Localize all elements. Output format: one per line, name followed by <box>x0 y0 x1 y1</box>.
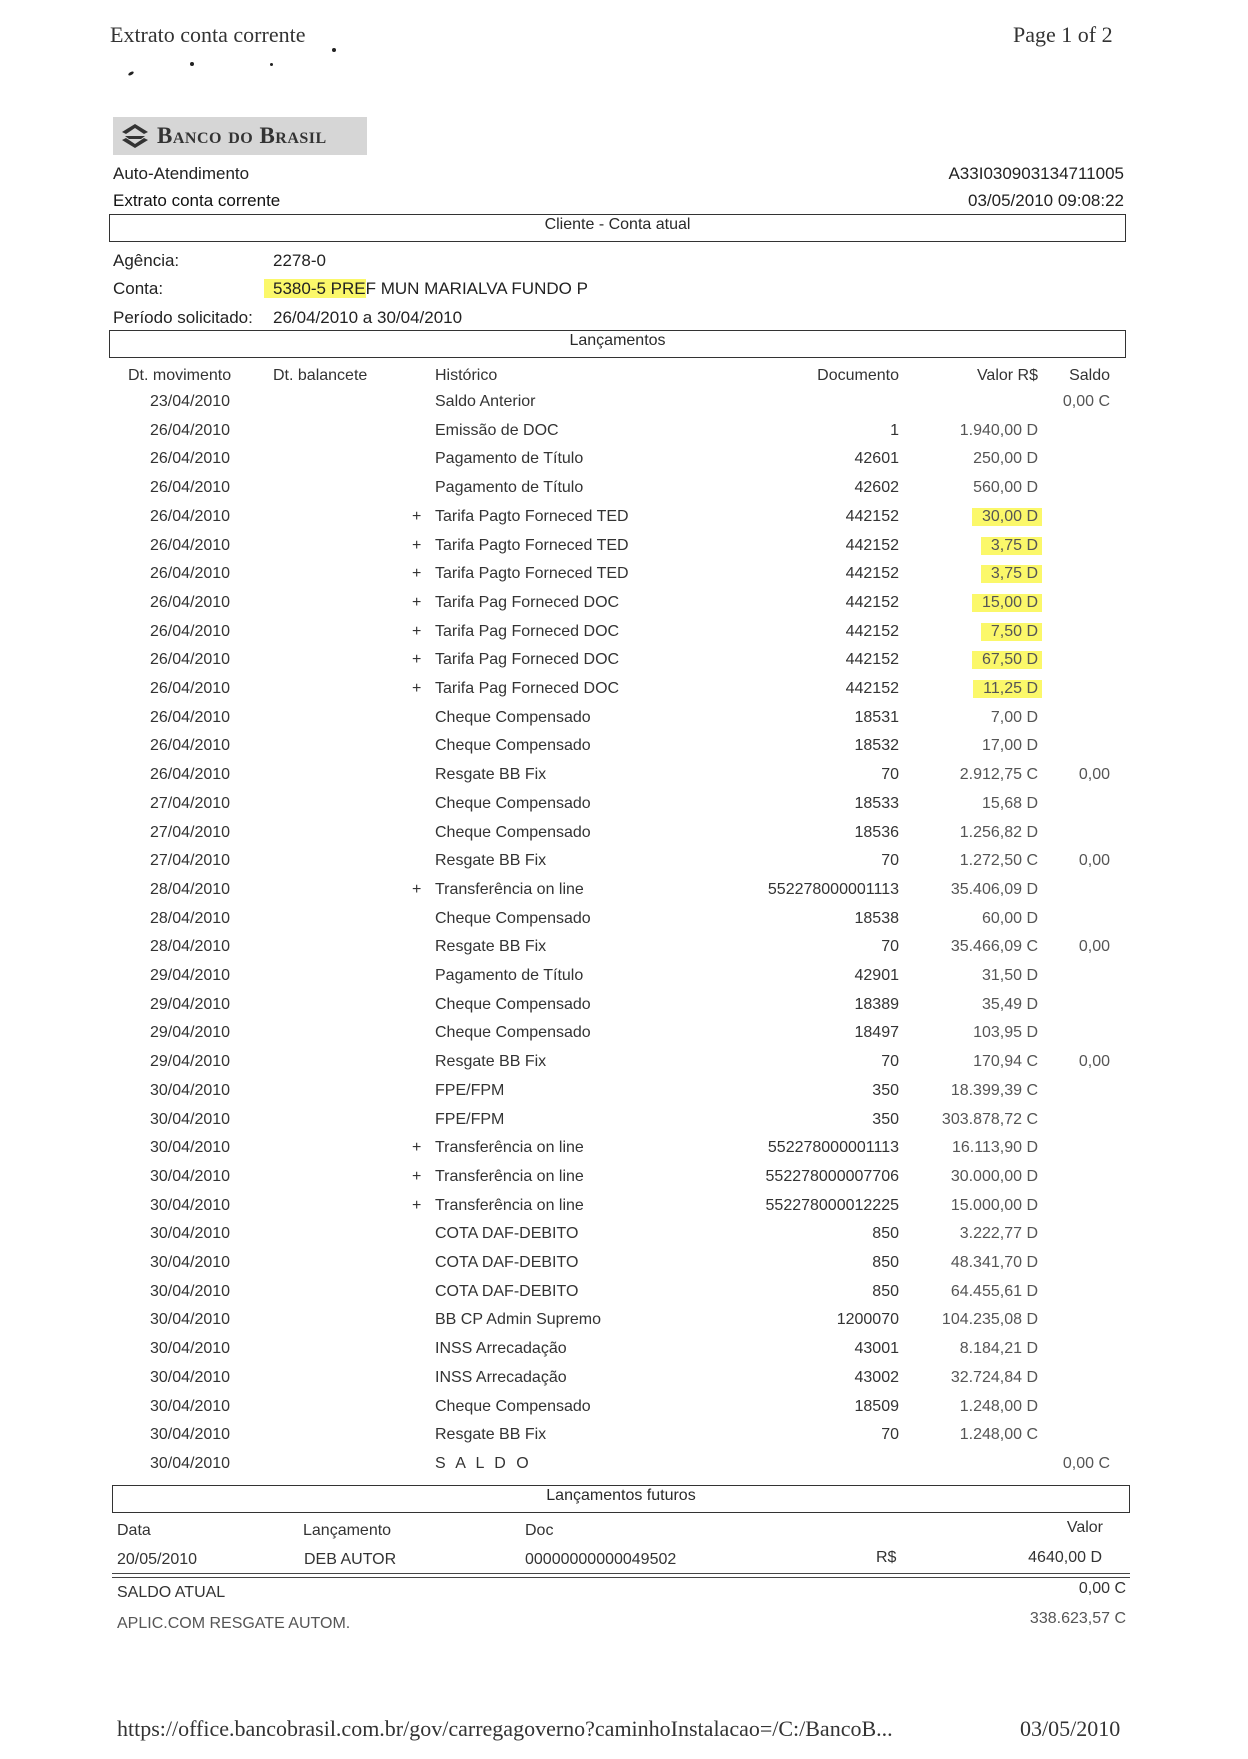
cell-historico: Tarifa Pag Forneced DOC <box>435 680 620 697</box>
cell-sign: + <box>412 622 422 640</box>
cell-documento: 552278000012225 <box>765 1196 899 1214</box>
cell-historico: FPE/FPM <box>435 1110 505 1128</box>
table-row <box>0 680 1248 709</box>
cell-documento: 18497 <box>854 1024 899 1042</box>
col-lancamento: Lançamento <box>303 1522 392 1539</box>
cell-historico: Tarifa Pag Forneced DOC <box>435 651 620 669</box>
cell-documento: 18531 <box>854 708 899 726</box>
col-documento: Documento <box>817 367 899 384</box>
cell-valor: 35,49 D <box>981 995 1038 1013</box>
cell-valor: 16.113,90 D <box>952 1139 1038 1157</box>
cell-dt-movimento: 29/04/2010 <box>150 995 231 1013</box>
cell-historico: Pagamento de Título <box>435 967 584 984</box>
cell-sign: + <box>412 507 422 525</box>
cell-valor: 3,75 D <box>981 537 1042 555</box>
table-row <box>0 651 1248 680</box>
cell-saldo: 0,00 <box>1078 852 1110 870</box>
cell-dt-movimento: 26/04/2010 <box>150 622 231 640</box>
cell-dt-movimento: 26/04/2010 <box>150 565 231 583</box>
cell-historico: Tarifa Pag Forneced DOC <box>435 593 620 611</box>
cell-dt-movimento: 27/04/2010 <box>150 852 231 870</box>
futuro-currency: R$ <box>876 1549 897 1566</box>
cell-valor: 1.940,00 D <box>959 421 1038 439</box>
print-header-title: Extrato conta corrente <box>110 22 306 47</box>
cell-valor: 64.455,61 D <box>950 1282 1038 1300</box>
cell-valor: 3.222,77 D <box>959 1225 1038 1243</box>
cell-historico: Tarifa Pag Forneced DOC <box>435 622 620 640</box>
cell-valor: 18.399,39 C <box>950 1081 1038 1099</box>
table-row <box>0 1197 1248 1226</box>
col-saldo: Saldo <box>1069 367 1110 384</box>
cell-valor: 35.466,09 C <box>950 938 1038 956</box>
cell-documento: 43001 <box>854 1340 899 1358</box>
cell-documento: 70 <box>881 938 899 956</box>
table-row <box>0 479 1248 508</box>
cell-sign: + <box>412 651 422 669</box>
col-data: Data <box>117 1522 151 1539</box>
cell-historico: Transferência on line <box>435 1139 584 1157</box>
bank-name: Banco do Brasil <box>157 123 327 148</box>
cell-historico: Resgate BB Fix <box>435 1053 547 1071</box>
table-row <box>0 1340 1248 1369</box>
conta-value <box>264 279 588 299</box>
cell-dt-movimento: 26/04/2010 <box>150 680 231 697</box>
saldo-atual-value: 0,00 C <box>1078 1580 1126 1597</box>
cell-historico: INSS Arrecadação <box>435 1368 567 1386</box>
cell-sign: + <box>412 565 422 583</box>
cell-historico: Cheque Compensado <box>435 737 591 755</box>
cell-dt-movimento: 30/04/2010 <box>150 1454 231 1472</box>
cell-valor: 1.248,00 D <box>959 1397 1038 1415</box>
cell-dt-movimento: 26/04/2010 <box>150 766 231 784</box>
cell-dt-movimento: 26/04/2010 <box>150 450 231 468</box>
cell-valor: 30.000,00 D <box>950 1167 1038 1185</box>
cell-historico: BB CP Admin Supremo <box>435 1311 602 1329</box>
table-row <box>0 709 1248 738</box>
table-row <box>0 508 1248 537</box>
cell-valor: 104.235,08 D <box>941 1311 1038 1329</box>
cell-dt-movimento: 28/04/2010 <box>150 938 231 956</box>
cell-historico: Cheque Compensado <box>435 909 591 927</box>
table-row <box>0 795 1248 824</box>
cell-valor: 30,00 D <box>972 508 1042 526</box>
table-row <box>0 1455 1248 1484</box>
table-row <box>0 393 1248 422</box>
cell-dt-movimento: 30/04/2010 <box>150 1225 231 1243</box>
cell-historico: Tarifa Pagto Forneced TED <box>435 507 629 525</box>
cell-documento: 1 <box>890 421 899 439</box>
cell-valor: 1.272,50 C <box>959 852 1038 870</box>
table-row <box>0 967 1248 996</box>
col-valor-futuro: Valor <box>1066 1519 1103 1536</box>
table-row <box>0 737 1248 766</box>
cell-dt-movimento: 30/04/2010 <box>150 1426 231 1444</box>
cell-historico: Resgate BB Fix <box>435 938 547 956</box>
cell-documento: 552278000001113 <box>767 880 899 898</box>
table-row <box>0 1369 1248 1398</box>
cell-documento: 350 <box>872 1081 899 1099</box>
cell-documento: 70 <box>881 852 899 870</box>
cell-dt-movimento: 27/04/2010 <box>150 823 231 841</box>
col-doc: Doc <box>525 1522 554 1539</box>
service-name: Auto-Atendimento <box>113 164 250 183</box>
cell-documento: 18536 <box>854 823 899 841</box>
table-row <box>0 1111 1248 1140</box>
cell-sign: + <box>412 1167 422 1185</box>
cell-documento: 442152 <box>845 651 899 669</box>
cell-dt-movimento: 28/04/2010 <box>150 909 231 927</box>
table-row <box>0 766 1248 795</box>
lancamentos-section-header <box>109 330 1126 358</box>
cell-dt-movimento: 30/04/2010 <box>150 1311 231 1329</box>
cell-valor: 60,00 D <box>981 909 1038 927</box>
cell-documento: 552278000001113 <box>767 1139 899 1157</box>
cell-dt-movimento: 30/04/2010 <box>150 1139 231 1157</box>
cell-documento: 1200070 <box>836 1311 899 1329</box>
banco-do-brasil-logo-icon <box>121 123 149 149</box>
table-row <box>0 1311 1248 1340</box>
cell-valor: 17,00 D <box>981 737 1038 755</box>
table-row <box>0 422 1248 451</box>
cell-dt-movimento: 26/04/2010 <box>150 708 231 726</box>
client-section-title: Cliente - Conta atual <box>544 216 691 233</box>
table-row <box>0 565 1248 594</box>
col-historico: Histórico <box>435 367 498 384</box>
cell-documento: 70 <box>881 1053 899 1071</box>
conta-number-highlight: 5380-5 PRE <box>264 279 366 298</box>
client-section-header <box>109 214 1126 242</box>
document-code: A33I030903134711005 <box>948 164 1124 183</box>
cell-valor: 67,50 D <box>972 651 1042 669</box>
table-row <box>0 1139 1248 1168</box>
cell-documento: 552278000007706 <box>765 1167 899 1185</box>
saldo-atual-label: SALDO ATUAL <box>117 1584 226 1601</box>
cell-valor: 15,00 D <box>972 594 1042 612</box>
cell-valor: 7,00 D <box>990 708 1038 726</box>
cell-dt-movimento: 29/04/2010 <box>150 1053 231 1071</box>
document-timestamp: 03/05/2010 09:08:22 <box>968 191 1124 210</box>
cell-documento: 850 <box>872 1282 899 1300</box>
table-row <box>0 450 1248 479</box>
cell-historico: Resgate BB Fix <box>435 852 547 870</box>
cell-valor: 7,50 D <box>981 623 1042 641</box>
periodo-label: Período solicitado: <box>113 308 253 327</box>
cell-valor: 170,94 C <box>973 1053 1038 1071</box>
document-title: Extrato conta corrente <box>113 191 281 210</box>
cell-dt-movimento: 30/04/2010 <box>150 1282 231 1300</box>
print-footer-date: 03/05/2010 <box>1020 1716 1121 1741</box>
cell-historico: Emissão de DOC <box>435 421 559 439</box>
table-row <box>0 996 1248 1025</box>
cell-dt-movimento: 30/04/2010 <box>150 1254 231 1271</box>
cell-documento: 442152 <box>845 622 899 640</box>
futuros-section-title: Lançamentos futuros <box>546 1487 696 1504</box>
cell-saldo: 0,00 C <box>1062 1454 1110 1472</box>
cell-dt-movimento: 26/04/2010 <box>150 651 231 669</box>
cell-historico: Transferência on line <box>435 1196 584 1214</box>
agencia-label: Agência: <box>113 251 180 270</box>
cell-historico: Cheque Compensado <box>435 1397 591 1415</box>
cell-dt-movimento: 27/04/2010 <box>150 794 231 812</box>
cell-historico: Cheque Compensado <box>435 708 591 726</box>
cell-documento: 442152 <box>845 593 899 611</box>
table-row <box>0 1398 1248 1427</box>
futuro-valor: 4640,00 D <box>1028 1549 1102 1566</box>
table-row <box>0 1254 1248 1283</box>
cell-historico: Pagamento de Título <box>435 450 584 468</box>
aplic-value: 338.623,57 C <box>1029 1610 1126 1627</box>
cell-documento: 18532 <box>854 737 899 755</box>
cell-documento: 42601 <box>854 450 899 468</box>
cell-historico: FPE/FPM <box>435 1081 505 1099</box>
cell-valor: 48.341,70 D <box>950 1254 1038 1271</box>
cell-sign: + <box>412 1139 422 1157</box>
cell-valor: 3,75 D <box>981 565 1042 583</box>
cell-historico: Tarifa Pagto Forneced TED <box>435 565 629 583</box>
cell-saldo: 0,00 C <box>1062 393 1110 410</box>
cell-documento: 442152 <box>845 680 899 697</box>
summary-divider <box>112 1573 1130 1574</box>
futuro-data: 20/05/2010 <box>117 1551 198 1568</box>
futuro-lancamento: DEB AUTOR <box>304 1551 397 1568</box>
lancamentos-section-title: Lançamentos <box>569 332 666 349</box>
table-row <box>0 910 1248 939</box>
table-row <box>0 537 1248 566</box>
cell-documento: 350 <box>872 1110 899 1128</box>
cell-valor: 35.406,09 D <box>950 880 1038 898</box>
periodo-value: 26/04/2010 a 30/04/2010 <box>273 308 463 327</box>
cell-dt-movimento: 26/04/2010 <box>150 479 231 497</box>
cell-valor: 32.724,84 D <box>950 1368 1038 1386</box>
agencia-value: 2278-0 <box>273 251 326 270</box>
cell-dt-movimento: 29/04/2010 <box>150 1024 231 1042</box>
cell-valor: 2.912,75 C <box>959 766 1038 784</box>
cell-dt-movimento: 30/04/2010 <box>150 1368 231 1386</box>
cell-dt-movimento: 28/04/2010 <box>150 880 231 898</box>
cell-saldo: 0,00 <box>1078 1053 1110 1071</box>
futuros-section-header <box>112 1485 1130 1513</box>
cell-historico: Cheque Compensado <box>435 1024 591 1042</box>
cell-documento: 70 <box>881 766 899 784</box>
cell-dt-movimento: 26/04/2010 <box>150 536 231 554</box>
cell-documento: 850 <box>872 1225 899 1243</box>
cell-historico: Cheque Compensado <box>435 995 591 1013</box>
cell-documento: 42602 <box>854 479 899 497</box>
table-row <box>0 881 1248 910</box>
col-valor: Valor R$ <box>976 367 1038 384</box>
cell-historico: Saldo Anterior <box>435 393 536 410</box>
cell-dt-movimento: 30/04/2010 <box>150 1081 231 1099</box>
cell-valor: 303.878,72 C <box>941 1110 1038 1128</box>
cell-sign: + <box>412 593 422 611</box>
cell-sign: + <box>412 1196 422 1214</box>
cell-valor: 250,00 D <box>973 450 1038 468</box>
cell-valor: 31,50 D <box>981 967 1038 984</box>
cell-dt-movimento: 26/04/2010 <box>150 737 231 755</box>
cell-valor: 1.256,82 D <box>959 823 1038 841</box>
cell-historico: Tarifa Pagto Forneced TED <box>435 536 629 554</box>
conta-name: F MUN MARIALVA FUNDO P <box>365 279 588 298</box>
cell-historico: INSS Arrecadação <box>435 1340 567 1358</box>
table-row <box>0 1053 1248 1082</box>
cell-historico: Resgate BB Fix <box>435 766 547 784</box>
cell-historico: Transferência on line <box>435 880 584 898</box>
col-dt-movimento: Dt. movimento <box>128 367 232 384</box>
cell-valor: 560,00 D <box>973 479 1038 497</box>
cell-documento: 18389 <box>854 995 899 1013</box>
cell-dt-movimento: 30/04/2010 <box>150 1167 231 1185</box>
table-row <box>0 852 1248 881</box>
cell-sign: + <box>412 536 422 554</box>
cell-historico: Pagamento de Título <box>435 479 584 497</box>
cell-dt-movimento: 26/04/2010 <box>150 593 231 611</box>
col-dt-balancete: Dt. balancete <box>273 367 368 384</box>
table-row <box>0 623 1248 652</box>
table-row <box>0 1168 1248 1197</box>
print-footer-url: https://office.bancobrasil.com.br/gov/carregagoverno?caminhoInstalacao=/C:/BancoB... <box>117 1716 893 1741</box>
cell-dt-movimento: 30/04/2010 <box>150 1397 231 1415</box>
table-row <box>0 1426 1248 1455</box>
cell-historico: COTA DAF-DEBITO <box>435 1254 579 1271</box>
cell-documento: 442152 <box>845 536 899 554</box>
cell-documento: 18509 <box>854 1397 899 1415</box>
cell-historico: Cheque Compensado <box>435 794 591 812</box>
table-row <box>0 1283 1248 1312</box>
bank-logo <box>113 117 367 155</box>
cell-valor: 11,25 D <box>973 680 1042 698</box>
scan-speck <box>332 48 336 52</box>
cell-documento: 442152 <box>845 507 899 525</box>
cell-valor: 1.248,00 C <box>959 1426 1038 1444</box>
cell-historico: Resgate BB Fix <box>435 1426 547 1444</box>
cell-sign: + <box>412 880 422 898</box>
scan-speck <box>190 62 194 66</box>
conta-label: Conta: <box>113 279 164 298</box>
table-row <box>0 594 1248 623</box>
cell-dt-movimento: 30/04/2010 <box>150 1110 231 1128</box>
cell-historico: S A L D O <box>435 1454 532 1472</box>
cell-saldo: 0,00 <box>1078 938 1110 956</box>
cell-documento: 42901 <box>854 967 899 984</box>
cell-documento: 70 <box>881 1426 899 1444</box>
aplic-label: APLIC.COM RESGATE AUTOM. <box>117 1615 351 1632</box>
cell-valor: 8.184,21 D <box>959 1340 1038 1358</box>
table-row <box>0 824 1248 853</box>
cell-documento: 43002 <box>854 1368 899 1386</box>
cell-dt-movimento: 26/04/2010 <box>150 421 231 439</box>
cell-valor: 15,68 D <box>981 794 1038 812</box>
scan-speck <box>128 71 135 77</box>
cell-historico: Cheque Compensado <box>435 823 591 841</box>
cell-documento: 442152 <box>845 565 899 583</box>
table-row <box>0 1024 1248 1053</box>
cell-sign: + <box>412 680 422 697</box>
cell-valor: 103,95 D <box>973 1024 1038 1042</box>
cell-documento: 18538 <box>854 909 899 927</box>
cell-historico: Transferência on line <box>435 1167 584 1185</box>
table-row <box>0 938 1248 967</box>
table-row <box>0 1225 1248 1254</box>
cell-dt-movimento: 30/04/2010 <box>150 1196 231 1214</box>
table-row <box>0 1082 1248 1111</box>
cell-documento: 850 <box>872 1254 899 1271</box>
cell-saldo: 0,00 <box>1078 766 1110 784</box>
print-page-number: Page 1 of 2 <box>1013 22 1113 47</box>
cell-historico: COTA DAF-DEBITO <box>435 1225 579 1243</box>
cell-dt-movimento: 23/04/2010 <box>150 393 231 410</box>
cell-documento: 18533 <box>854 794 899 812</box>
cell-dt-movimento: 26/04/2010 <box>150 507 231 525</box>
summary-divider <box>112 1577 1130 1578</box>
cell-dt-movimento: 29/04/2010 <box>150 967 231 984</box>
cell-historico: COTA DAF-DEBITO <box>435 1282 579 1300</box>
cell-dt-movimento: 30/04/2010 <box>150 1340 231 1358</box>
cell-valor: 15.000,00 D <box>950 1196 1038 1214</box>
futuro-doc: 00000000000049502 <box>525 1551 677 1568</box>
scan-speck <box>270 63 273 66</box>
